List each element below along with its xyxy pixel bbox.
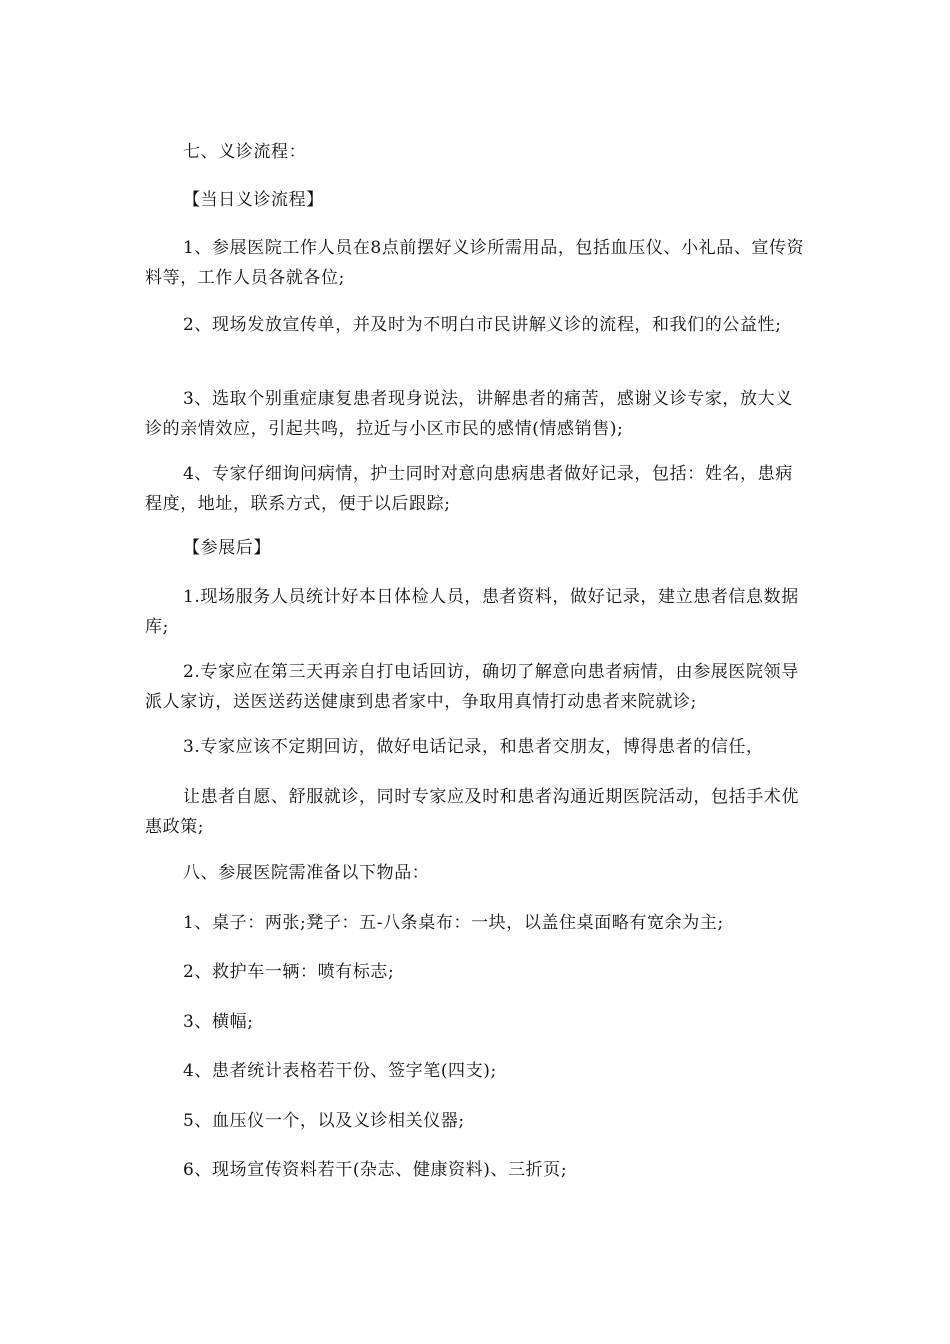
paragraph: 1、参展医院工作人员在8点前摆好义诊所需用品，包括血压仪、小礼品、宣传资料等，工作人员各就各位; [145,238,805,288]
subheading-after-exhibition: 【参展后】 [183,538,271,558]
section-heading-8: 八、参展医院需准备以下物品： [183,863,430,883]
paragraph: 4、专家仔细询问病情，护士同时对意向患病患者做好记录，包括：姓名，患病程度，地址，联系方式，便于以后跟踪; [145,464,793,514]
paragraph: 2.专家应在第三天再亲自打电话回访，确切了解意向患者病情，由参展医院领导派人家访，送医送药送健康到患者家中，争取用真情打动患者来院就诊; [145,662,799,712]
list-item: 3、横幅; [183,1012,254,1032]
list-item: 6、现场宣传资料若干(杂志、健康资料)、三折页; [183,1160,568,1180]
list-item: 4、患者统计表格若干份、签字笔(四支); [183,1061,497,1081]
paragraph: 1.现场服务人员统计好本日体检人员，患者资料，做好记录，建立患者信息数据库; [145,587,799,637]
paragraph: 让患者自愿、舒服就诊，同时专家应及时和患者沟通近期医院活动，包括手术优惠政策; [145,787,799,837]
paragraph: 3.专家应该不定期回访，做好电话记录，和患者交朋友，博得患者的信任， [183,737,764,757]
paragraph: 2、现场发放宣传单，并及时为不明白市民讲解义诊的流程，和我们的公益性; [183,315,782,335]
paragraph: 3、选取个别重症康复患者现身说法，讲解患者的痛苦，感谢义诊专家，放大义诊的亲情效应，引起共鸣，拉近与小区市民的感情(情感销售); [145,389,793,439]
list-item: 2、救护车一辆：喷有标志; [183,962,395,982]
list-item: 5、血压仪一个，以及义诊相关仪器; [183,1111,465,1131]
section-heading-7: 七、义诊流程： [183,142,307,162]
subheading-same-day-flow: 【当日义诊流程】 [183,190,324,210]
list-item: 1、桌子：两张;凳子：五-八条桌布：一块，以盖住桌面略有宽余为主; [183,913,724,933]
